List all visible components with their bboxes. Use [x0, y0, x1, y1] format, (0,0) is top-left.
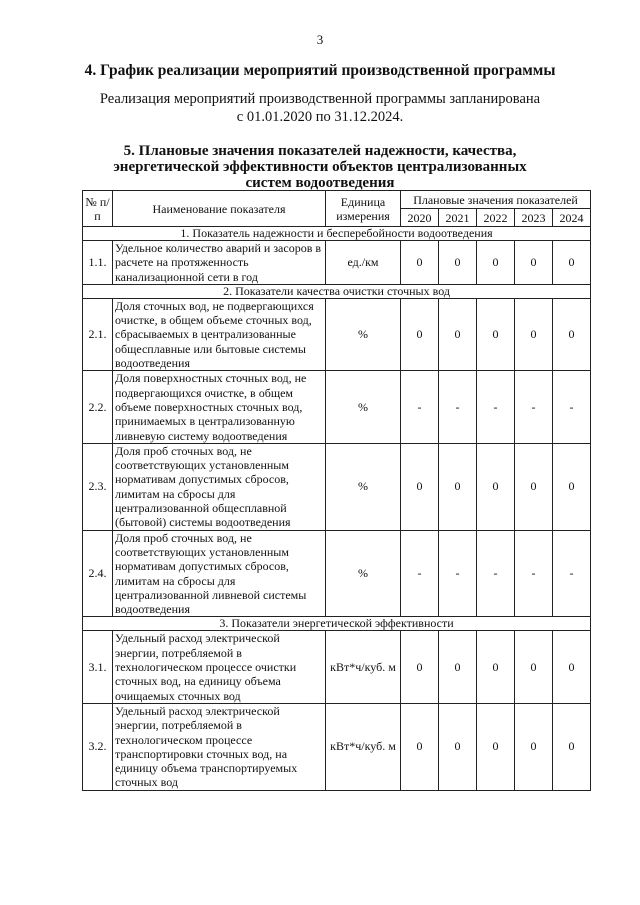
row-value: 0	[515, 241, 553, 285]
row-value: 0	[477, 443, 515, 530]
row-unit: %	[326, 371, 401, 443]
row-value: 0	[439, 241, 477, 285]
row-value: 0	[401, 443, 439, 530]
section-4-title: 4. График реализации мероприятий производственной программы	[84, 62, 556, 79]
row-value: -	[553, 530, 591, 617]
row-unit: ед./км	[326, 241, 401, 285]
row-num: 2.2.	[83, 371, 113, 443]
table-row	[83, 371, 591, 443]
row-value: -	[477, 371, 515, 443]
row-value: 0	[439, 703, 477, 790]
table-row	[83, 241, 591, 285]
table-row	[83, 443, 591, 530]
group-title: 3. Показатели энергетической эффективности	[83, 617, 591, 631]
row-unit: %	[326, 298, 401, 370]
row-value: 0	[439, 443, 477, 530]
row-value: 0	[401, 631, 439, 703]
page-number: 3	[316, 32, 324, 47]
table-row	[83, 298, 591, 370]
section-5-title	[110, 143, 530, 191]
table-row	[83, 631, 591, 703]
row-value: -	[401, 530, 439, 617]
row-value: 0	[477, 298, 515, 370]
row-value: 0	[401, 298, 439, 370]
header-year: 2020	[401, 209, 439, 227]
section-4-text-line-2: с 01.01.2020 по 31.12.2024.	[236, 109, 404, 125]
row-value: 0	[515, 703, 553, 790]
row-value: 0	[515, 298, 553, 370]
row-num: 1.1.	[83, 241, 113, 285]
header-year: 2024	[553, 209, 591, 227]
row-num: 2.4.	[83, 530, 113, 617]
row-value: -	[439, 371, 477, 443]
row-unit: %	[326, 443, 401, 530]
row-value: 0	[401, 703, 439, 790]
row-value: 0	[553, 298, 591, 370]
row-unit: кВт*ч/куб. м	[326, 703, 401, 790]
header-unit: Единица измерения	[326, 191, 401, 227]
section-4-text-line-1: Реализация мероприятий производственной программы запланирована	[99, 91, 541, 107]
row-value: -	[515, 371, 553, 443]
row-value: 0	[439, 298, 477, 370]
row-value: 0	[553, 443, 591, 530]
section-4-text	[0, 90, 640, 126]
header-year: 2022	[477, 209, 515, 227]
row-value: 0	[553, 703, 591, 790]
header-num: № п/п	[83, 191, 113, 227]
row-num: 2.3.	[83, 443, 113, 530]
header-year: 2023	[515, 209, 553, 227]
section-5-title-line-2: энергетической эффективности объектов централизованных	[113, 159, 527, 175]
row-value: -	[553, 371, 591, 443]
row-value: 0	[477, 703, 515, 790]
row-name: Доля сточных вод, не подвергающихся очистке, в общем объеме сточных вод, сбрасываемых в централизованные общесплавные или бытовые системы водоотведения	[113, 298, 326, 370]
row-name: Доля проб сточных вод, не соответствующих установленным нормативам допустимых сбросов, лимитам на сбросы для централизованной общесплавной (бытовой) системы водоотведения	[113, 443, 326, 530]
header-name: Наименование показателя	[113, 191, 326, 227]
table-row	[83, 703, 591, 790]
row-name: Удельный расход электрической энергии, потребляемой в технологическом процессе транспортировки сточных вод, на единицу объема транспортируемых сточных вод	[113, 703, 326, 790]
row-name: Доля проб сточных вод, не соответствующих установленным нормативам допустимых сбросов, лимитам на сбросы для централизованной ливневой системы водоотведения	[113, 530, 326, 617]
header-year: 2021	[439, 209, 477, 227]
row-num: 3.1.	[83, 631, 113, 703]
indicators-table	[82, 190, 591, 791]
header-planned: Плановые значения показателей	[401, 191, 591, 209]
row-num: 3.2.	[83, 703, 113, 790]
row-value: 0	[553, 631, 591, 703]
row-value: -	[439, 530, 477, 617]
row-value: 0	[477, 241, 515, 285]
row-name: Удельный расход электрической энергии, потребляемой в технологическом процессе очистки сточных вод, на единицу объема очищаемых сточных вод	[113, 631, 326, 703]
row-value: 0	[439, 631, 477, 703]
row-value: 0	[477, 631, 515, 703]
row-value: 0	[553, 241, 591, 285]
section-5-title-line-3: систем водоотведения	[245, 175, 395, 191]
row-name: Удельное количество аварий и засоров в расчете на протяженность канализационной сети в год	[113, 241, 326, 285]
row-value: -	[515, 530, 553, 617]
row-value: -	[477, 530, 515, 617]
row-value: 0	[515, 443, 553, 530]
row-value: -	[401, 371, 439, 443]
row-name: Доля поверхностных сточных вод, не подвергающихся очистке, в общем объеме поверхностных сточных вод, принимаемых в централизованную ливневую систему водоотведения	[113, 371, 326, 443]
group-title: 1. Показатель надежности и бесперебойности водоотведения	[83, 227, 591, 241]
group-title: 2. Показатели качества очистки сточных вод	[83, 284, 591, 298]
row-unit: кВт*ч/куб. м	[326, 631, 401, 703]
row-num: 2.1.	[83, 298, 113, 370]
row-value: 0	[515, 631, 553, 703]
table-row	[83, 530, 591, 617]
section-5-title-line-1: 5. Плановые значения показателей надежности, качества,	[123, 143, 517, 159]
row-unit: %	[326, 530, 401, 617]
row-value: 0	[401, 241, 439, 285]
